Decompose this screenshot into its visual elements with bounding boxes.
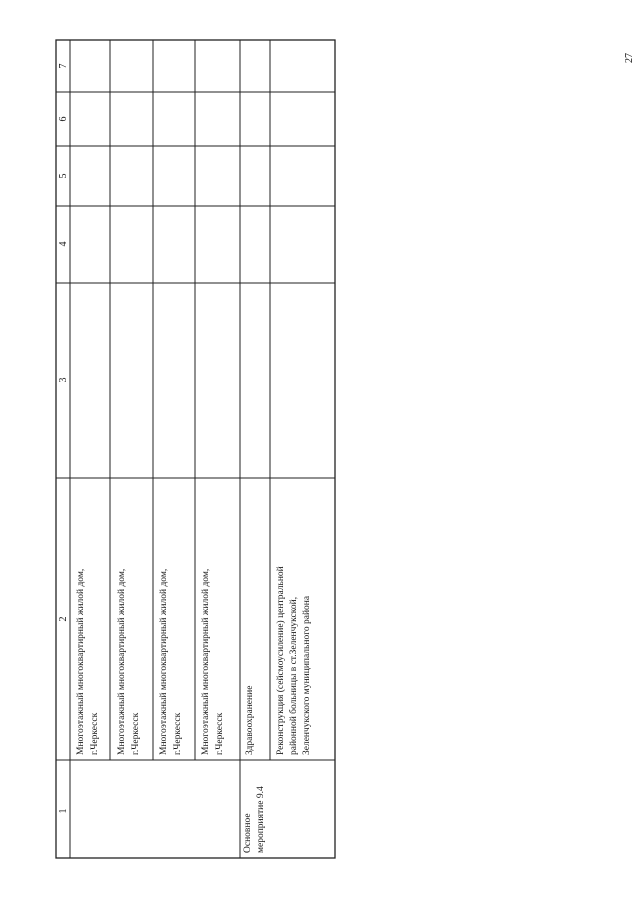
table-cell-name: Зеленчукского муниципального района <box>302 595 312 755</box>
table-cell-name: г.Черкесск <box>90 712 100 755</box>
table-cell-name: Многоэтажный многоквартирный жилой дом, <box>117 568 127 755</box>
section-heading: Здравоохранение <box>245 685 255 755</box>
column-header-6: 6 <box>58 116 69 122</box>
column-header-7: 7 <box>58 63 69 69</box>
table-cell-name: Многоэтажный многоквартирный жилой дом, <box>76 568 86 755</box>
table-cell-name: г.Черкесск <box>173 712 183 755</box>
table-cell-name: районной больницы в ст.Зеленчукской, <box>289 596 299 755</box>
activity-label: Основное мероприятие 9.4 <box>243 786 266 853</box>
header-cells <box>58 64 69 814</box>
table-cell-name: г.Черкесск <box>131 712 141 755</box>
table-body <box>75 566 312 853</box>
page-number: 27 <box>624 53 635 63</box>
table-cell-name: Реконструкция (сейсмоусиление) центральной <box>276 566 286 755</box>
column-header-4: 4 <box>58 241 69 247</box>
table-cell-name: Многоэтажный многоквартирный жилой дом, <box>201 568 211 755</box>
table-cell-name: Многоэтажный многоквартирный жилой дом, <box>159 568 169 755</box>
column-header-2: 2 <box>58 616 69 622</box>
column-header-3: 3 <box>58 377 69 383</box>
column-header-1: 1 <box>58 808 69 814</box>
table-cell-name: г.Черкесск <box>215 712 225 755</box>
column-header-5: 5 <box>58 173 69 179</box>
